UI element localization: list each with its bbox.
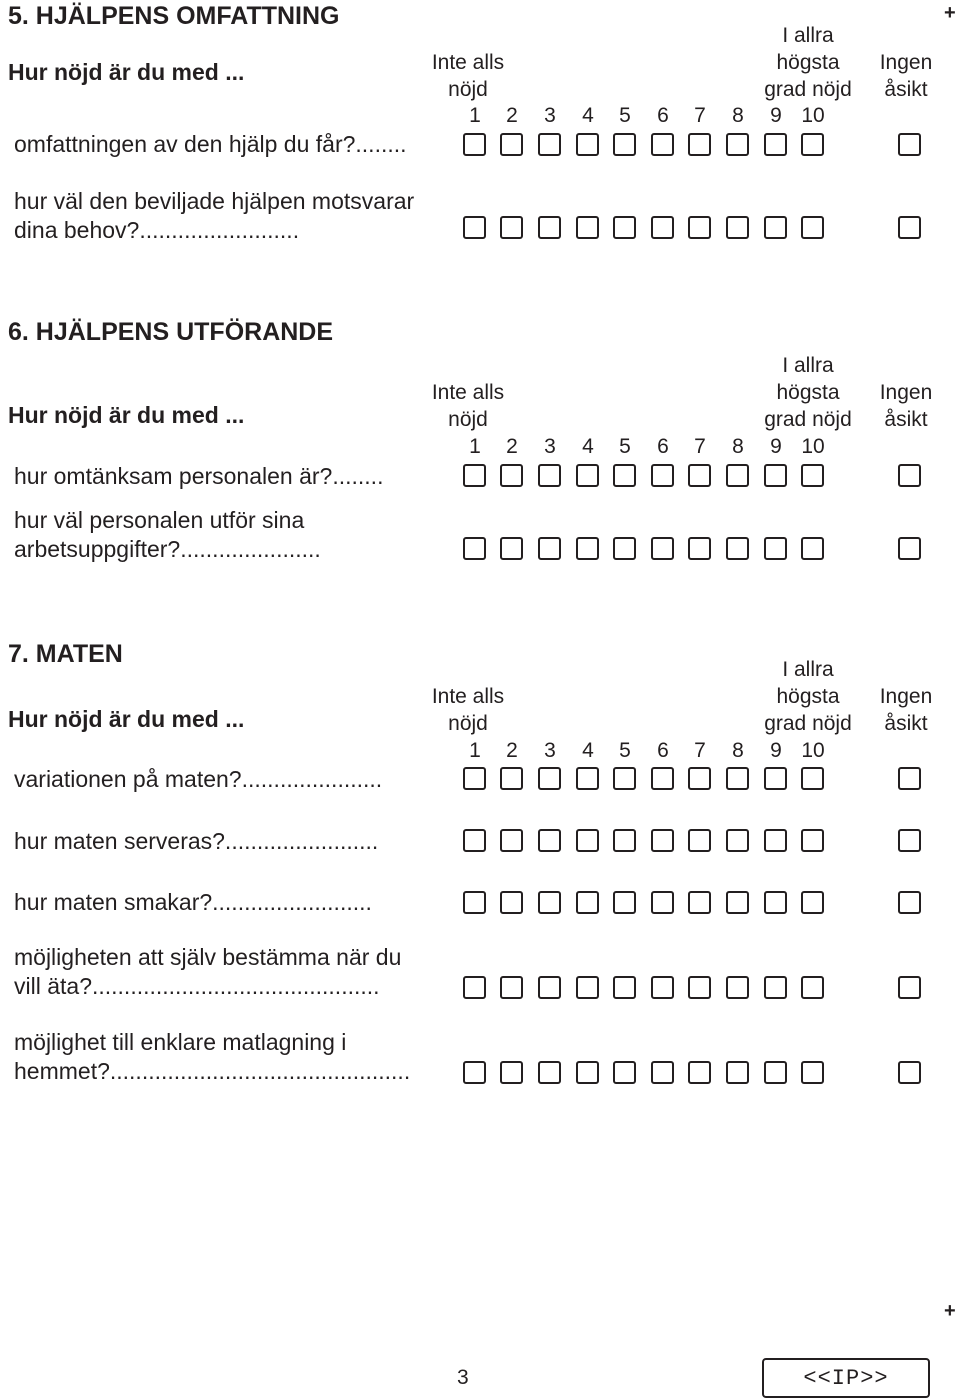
scale-number: 9 <box>770 435 782 458</box>
hjalpens-omfattning-header-none <box>866 49 946 103</box>
maten-q1-rating-7-checkbox[interactable] <box>688 767 711 790</box>
scale-number: 10 <box>801 104 825 127</box>
hjalpens-utforande-header-none <box>866 379 946 433</box>
maten-question-4 <box>14 943 459 1001</box>
scale-number: 9 <box>770 739 782 762</box>
maten-q3-rating-7-checkbox[interactable] <box>688 891 711 914</box>
maten-question-5 <box>14 1028 459 1086</box>
maten-q3-rating-10-checkbox[interactable] <box>801 891 824 914</box>
hjalpens-utforande-question-2 <box>14 506 459 564</box>
maten-q5-rating-7-checkbox[interactable] <box>688 1061 711 1084</box>
header-none-line: åsikt <box>884 78 928 101</box>
maten-q1-rating-5-checkbox[interactable] <box>613 767 636 790</box>
maten-q2-rating-5-checkbox[interactable] <box>613 829 636 852</box>
hjalpens-utforande-q2-rating-3-checkbox[interactable] <box>538 537 561 560</box>
hjalpens-omfattning-q2-rating-5-checkbox[interactable] <box>613 216 636 239</box>
maten-q1-rating-8-checkbox[interactable] <box>726 767 749 790</box>
maten-q3-rating-4-checkbox[interactable] <box>576 891 599 914</box>
maten-q1-rating-4-checkbox[interactable] <box>576 767 599 790</box>
maten-q5-rating-3-checkbox[interactable] <box>538 1061 561 1084</box>
maten-question-3 <box>14 888 459 917</box>
maten-q5-rating-1-checkbox[interactable] <box>463 1061 486 1084</box>
scale-number: 6 <box>657 104 669 127</box>
hjalpens-omfattning-header-high <box>748 22 868 103</box>
scale-number: 8 <box>732 104 744 127</box>
scale-number: 9 <box>770 104 782 127</box>
header-high-line: I allra <box>782 24 834 47</box>
hjalpens-omfattning-header-low <box>418 49 518 103</box>
id-box: <<IP>> <box>762 1358 930 1398</box>
maten-q4-rating-9-checkbox[interactable] <box>764 976 787 999</box>
question-line: hur maten smakar?......................... <box>14 889 372 915</box>
scale-number: 10 <box>801 435 825 458</box>
maten-q4-rating-2-checkbox[interactable] <box>500 976 523 999</box>
question-line: variationen på maten?...................... <box>14 766 383 792</box>
registration-mark-top: + <box>944 2 956 24</box>
scale-number: 7 <box>694 435 706 458</box>
maten-q5-rating-2-checkbox[interactable] <box>500 1061 523 1084</box>
maten-q4-rating-6-checkbox[interactable] <box>651 976 674 999</box>
maten-q5-rating-9-checkbox[interactable] <box>764 1061 787 1084</box>
header-high-line: grad nöjd <box>764 78 852 101</box>
header-high-line: grad nöjd <box>764 408 852 431</box>
maten-q2-rating-3-checkbox[interactable] <box>538 829 561 852</box>
scale-number: 3 <box>544 435 556 458</box>
scale-number: 1 <box>469 104 481 127</box>
hjalpens-omfattning-q2-rating-9-checkbox[interactable] <box>764 216 787 239</box>
maten-q2-rating-10-checkbox[interactable] <box>801 829 824 852</box>
hjalpens-omfattning-q1-rating-1-checkbox[interactable] <box>463 133 486 156</box>
maten-question-1 <box>14 765 459 794</box>
hjalpens-utforande-q2-rating-7-checkbox[interactable] <box>688 537 711 560</box>
scale-number: 1 <box>469 435 481 458</box>
hjalpens-omfattning-title: 5. HJÄLPENS OMFATTNING <box>8 2 340 30</box>
hjalpens-utforande-q2-rating-10-checkbox[interactable] <box>801 537 824 560</box>
question-line: hur väl den beviljade hjälpen motsvarar <box>14 188 415 214</box>
hjalpens-omfattning-q1-rating-6-checkbox[interactable] <box>651 133 674 156</box>
hjalpens-utforande-q2-rating-5-checkbox[interactable] <box>613 537 636 560</box>
maten-q3-rating-3-checkbox[interactable] <box>538 891 561 914</box>
maten-q3-rating-6-checkbox[interactable] <box>651 891 674 914</box>
header-high-line: högsta <box>776 685 840 708</box>
scale-number: 6 <box>657 739 669 762</box>
header-low-line: nöjd <box>448 712 488 735</box>
hjalpens-utforande-q2-rating-9-checkbox[interactable] <box>764 537 787 560</box>
maten-q5-rating-10-checkbox[interactable] <box>801 1061 824 1084</box>
hjalpens-utforande-q1-rating-8-checkbox[interactable] <box>726 464 749 487</box>
maten-q3-rating-8-checkbox[interactable] <box>726 891 749 914</box>
maten-q3-no-opinion-checkbox[interactable] <box>898 891 921 914</box>
header-none-line: åsikt <box>884 712 928 735</box>
maten-q1-rating-1-checkbox[interactable] <box>463 767 486 790</box>
hjalpens-utforande-q2-rating-6-checkbox[interactable] <box>651 537 674 560</box>
maten-q2-rating-7-checkbox[interactable] <box>688 829 711 852</box>
maten-header-high <box>748 656 868 737</box>
maten-q2-rating-4-checkbox[interactable] <box>576 829 599 852</box>
hjalpens-omfattning-q2-rating-3-checkbox[interactable] <box>538 216 561 239</box>
scale-number: 2 <box>506 104 518 127</box>
maten-q1-rating-2-checkbox[interactable] <box>500 767 523 790</box>
maten-q5-rating-5-checkbox[interactable] <box>613 1061 636 1084</box>
hjalpens-omfattning-q2-rating-2-checkbox[interactable] <box>500 216 523 239</box>
scale-number: 7 <box>694 104 706 127</box>
maten-q5-rating-6-checkbox[interactable] <box>651 1061 674 1084</box>
hjalpens-utforande-q1-rating-7-checkbox[interactable] <box>688 464 711 487</box>
hjalpens-omfattning-q2-no-opinion-checkbox[interactable] <box>898 216 921 239</box>
registration-mark-bottom: + <box>944 1300 956 1322</box>
maten-q4-rating-3-checkbox[interactable] <box>538 976 561 999</box>
scale-number: 4 <box>582 104 594 127</box>
hjalpens-omfattning-subtitle: Hur nöjd är du med ... <box>8 59 245 85</box>
hjalpens-omfattning-question-1 <box>14 130 459 159</box>
hjalpens-omfattning-q2-rating-10-checkbox[interactable] <box>801 216 824 239</box>
hjalpens-omfattning-q1-rating-8-checkbox[interactable] <box>726 133 749 156</box>
maten-q4-rating-7-checkbox[interactable] <box>688 976 711 999</box>
hjalpens-omfattning-q1-no-opinion-checkbox[interactable] <box>898 133 921 156</box>
maten-q2-rating-1-checkbox[interactable] <box>463 829 486 852</box>
maten-q2-rating-2-checkbox[interactable] <box>500 829 523 852</box>
maten-q4-rating-1-checkbox[interactable] <box>463 976 486 999</box>
hjalpens-utforande-subtitle: Hur nöjd är du med ... <box>8 402 245 428</box>
hjalpens-omfattning-q1-rating-4-checkbox[interactable] <box>576 133 599 156</box>
maten-q5-no-opinion-checkbox[interactable] <box>898 1061 921 1084</box>
maten-q2-rating-6-checkbox[interactable] <box>651 829 674 852</box>
header-high-line: högsta <box>776 51 840 74</box>
hjalpens-omfattning-q1-rating-3-checkbox[interactable] <box>538 133 561 156</box>
scale-number: 3 <box>544 104 556 127</box>
hjalpens-omfattning-q2-rating-4-checkbox[interactable] <box>576 216 599 239</box>
header-none-line: Ingen <box>879 685 933 708</box>
scale-number: 8 <box>732 739 744 762</box>
maten-q3-rating-5-checkbox[interactable] <box>613 891 636 914</box>
maten-q1-rating-9-checkbox[interactable] <box>764 767 787 790</box>
question-line: hemmet?............................................... <box>14 1058 411 1084</box>
maten-q4-rating-10-checkbox[interactable] <box>801 976 824 999</box>
scale-number: 2 <box>506 435 518 458</box>
scale-number: 6 <box>657 435 669 458</box>
question-line: möjligheten att själv bestämma när du <box>14 944 402 970</box>
hjalpens-utforande-q2-rating-1-checkbox[interactable] <box>463 537 486 560</box>
maten-question-2 <box>14 827 459 856</box>
maten-header-low <box>418 683 518 737</box>
question-line: möjlighet till enklare matlagning i <box>14 1029 347 1055</box>
hjalpens-utforande-q2-no-opinion-checkbox[interactable] <box>898 537 921 560</box>
hjalpens-utforande-question-1 <box>14 462 459 491</box>
scale-number: 4 <box>582 739 594 762</box>
header-low-line: nöjd <box>448 78 488 101</box>
question-line: hur väl personalen utför sina <box>14 507 305 533</box>
header-high-line: högsta <box>776 381 840 404</box>
maten-title: 7. MATEN <box>8 640 123 668</box>
maten-q1-rating-10-checkbox[interactable] <box>801 767 824 790</box>
header-none-line: åsikt <box>884 408 928 431</box>
scale-number: 4 <box>582 435 594 458</box>
maten-header-none <box>866 683 946 737</box>
hjalpens-utforande-q2-rating-8-checkbox[interactable] <box>726 537 749 560</box>
hjalpens-utforande-title: 6. HJÄLPENS UTFÖRANDE <box>8 318 334 346</box>
hjalpens-utforande-q2-rating-2-checkbox[interactable] <box>500 537 523 560</box>
maten-q5-rating-8-checkbox[interactable] <box>726 1061 749 1084</box>
maten-q3-rating-2-checkbox[interactable] <box>500 891 523 914</box>
scale-number: 1 <box>469 739 481 762</box>
scale-number: 5 <box>619 739 631 762</box>
maten-subtitle: Hur nöjd är du med ... <box>8 706 245 732</box>
hjalpens-omfattning-q1-rating-10-checkbox[interactable] <box>801 133 824 156</box>
hjalpens-utforande-q1-rating-4-checkbox[interactable] <box>576 464 599 487</box>
scale-number: 5 <box>619 435 631 458</box>
maten-q3-rating-9-checkbox[interactable] <box>764 891 787 914</box>
maten-q1-no-opinion-checkbox[interactable] <box>898 767 921 790</box>
maten-q1-rating-6-checkbox[interactable] <box>651 767 674 790</box>
hjalpens-utforande-q1-rating-3-checkbox[interactable] <box>538 464 561 487</box>
hjalpens-omfattning-q1-rating-7-checkbox[interactable] <box>688 133 711 156</box>
page-number: 3 <box>457 1366 469 1389</box>
question-line: hur omtänksam personalen är?........ <box>14 463 384 489</box>
hjalpens-omfattning-q1-rating-9-checkbox[interactable] <box>764 133 787 156</box>
hjalpens-omfattning-q1-rating-5-checkbox[interactable] <box>613 133 636 156</box>
header-low-line: Inte alls <box>431 51 505 74</box>
hjalpens-utforande-header-low <box>418 379 518 433</box>
maten-q2-rating-8-checkbox[interactable] <box>726 829 749 852</box>
maten-q2-rating-9-checkbox[interactable] <box>764 829 787 852</box>
header-low-line: nöjd <box>448 408 488 431</box>
hjalpens-utforande-header-high <box>748 352 868 433</box>
hjalpens-utforande-q1-no-opinion-checkbox[interactable] <box>898 464 921 487</box>
question-line: dina behov?......................... <box>14 217 300 243</box>
maten-q4-no-opinion-checkbox[interactable] <box>898 976 921 999</box>
maten-q5-rating-4-checkbox[interactable] <box>576 1061 599 1084</box>
header-high-line: I allra <box>782 658 834 681</box>
hjalpens-omfattning-q2-rating-7-checkbox[interactable] <box>688 216 711 239</box>
maten-q3-rating-1-checkbox[interactable] <box>463 891 486 914</box>
maten-q4-rating-4-checkbox[interactable] <box>576 976 599 999</box>
maten-q1-rating-3-checkbox[interactable] <box>538 767 561 790</box>
scale-number: 8 <box>732 435 744 458</box>
scale-number: 5 <box>619 104 631 127</box>
scale-number: 2 <box>506 739 518 762</box>
header-none-line: Ingen <box>879 51 933 74</box>
header-low-line: Inte alls <box>431 381 505 404</box>
header-none-line: Ingen <box>879 381 933 404</box>
scale-number: 10 <box>801 739 825 762</box>
question-line: arbetsuppgifter?...................... <box>14 536 321 562</box>
hjalpens-utforande-q1-rating-10-checkbox[interactable] <box>801 464 824 487</box>
hjalpens-utforande-q1-rating-6-checkbox[interactable] <box>651 464 674 487</box>
hjalpens-omfattning-q2-rating-6-checkbox[interactable] <box>651 216 674 239</box>
hjalpens-omfattning-q2-rating-8-checkbox[interactable] <box>726 216 749 239</box>
scale-number: 7 <box>694 739 706 762</box>
hjalpens-utforande-q2-rating-4-checkbox[interactable] <box>576 537 599 560</box>
hjalpens-utforande-q1-rating-9-checkbox[interactable] <box>764 464 787 487</box>
question-line: vill äta?............................................. <box>14 973 380 999</box>
header-low-line: Inte alls <box>431 685 505 708</box>
hjalpens-utforande-q1-rating-1-checkbox[interactable] <box>463 464 486 487</box>
maten-q2-no-opinion-checkbox[interactable] <box>898 829 921 852</box>
question-line: hur maten serveras?........................ <box>14 828 379 854</box>
maten-q4-rating-5-checkbox[interactable] <box>613 976 636 999</box>
header-high-line: I allra <box>782 354 834 377</box>
hjalpens-omfattning-question-2 <box>14 187 459 245</box>
hjalpens-omfattning-q2-rating-1-checkbox[interactable] <box>463 216 486 239</box>
hjalpens-utforande-q1-rating-2-checkbox[interactable] <box>500 464 523 487</box>
hjalpens-utforande-q1-rating-5-checkbox[interactable] <box>613 464 636 487</box>
header-high-line: grad nöjd <box>764 712 852 735</box>
hjalpens-omfattning-q1-rating-2-checkbox[interactable] <box>500 133 523 156</box>
scale-number: 3 <box>544 739 556 762</box>
maten-q4-rating-8-checkbox[interactable] <box>726 976 749 999</box>
question-line: omfattningen av den hjälp du får?........ <box>14 131 407 157</box>
